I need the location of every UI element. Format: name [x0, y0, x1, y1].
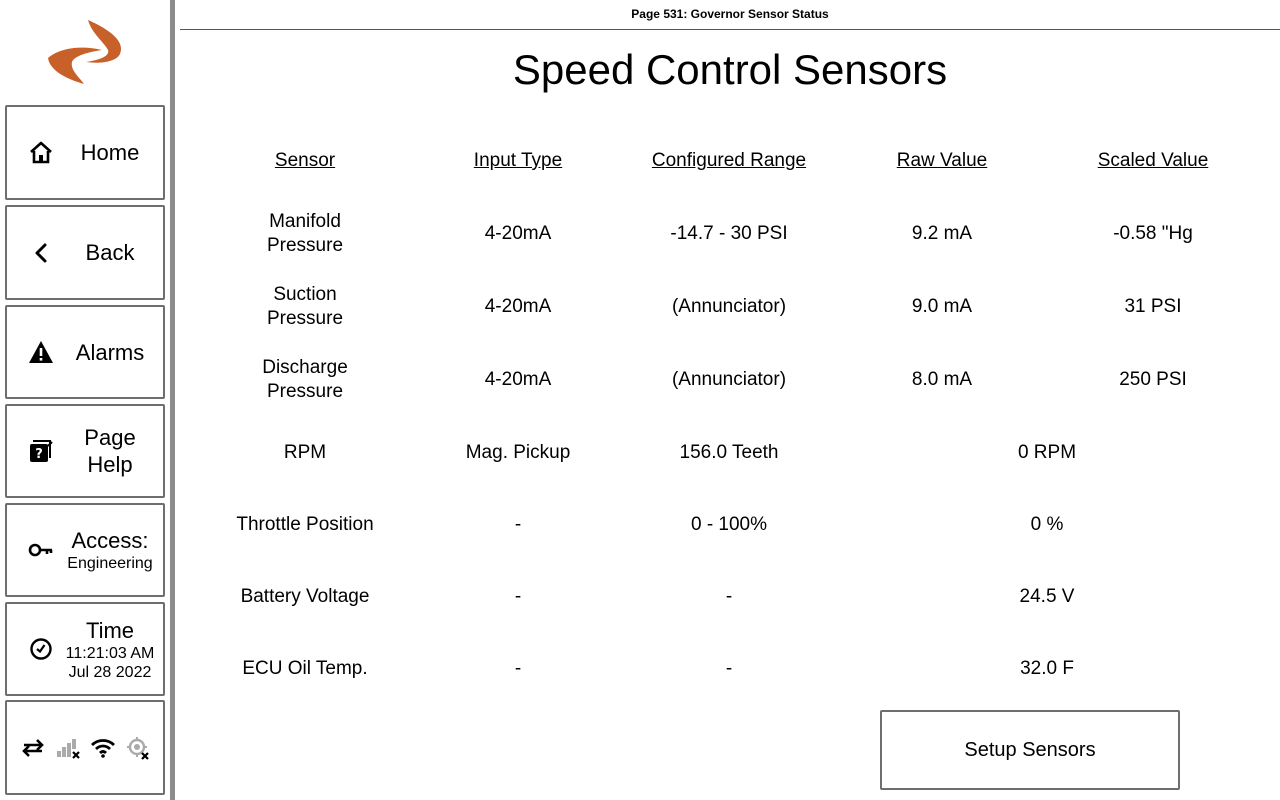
configured-range: 156.0 Teeth	[679, 442, 779, 463]
warning-icon	[27, 338, 55, 366]
gps-disconnected-icon	[124, 734, 152, 762]
configured-range: -	[725, 658, 733, 679]
sensor-value: 24.5 V	[1019, 586, 1075, 607]
column-header-configured-range: Configured Range	[651, 150, 807, 171]
page-help-label: Page Help	[84, 425, 136, 477]
sensor-name: Discharge Pressure	[262, 357, 348, 402]
time-label: Time 11:21:03 AM Jul 28 2022	[57, 617, 163, 682]
configured-range: -14.7 - 30 PSI	[670, 223, 788, 244]
configured-range: 0 - 100%	[690, 514, 768, 535]
configured-range: (Annunciator)	[671, 296, 787, 317]
wifi-icon	[89, 734, 117, 762]
alarms-button[interactable]	[5, 305, 165, 399]
clock-icon	[27, 635, 55, 663]
back-button[interactable]	[5, 205, 165, 300]
raw-value: 9.2 mA	[911, 223, 973, 244]
sensor-value: 0 RPM	[1017, 442, 1077, 463]
scaled-value: 31 PSI	[1124, 296, 1182, 317]
input-type: -	[514, 586, 522, 607]
alarms-label: Alarms	[75, 339, 145, 365]
sensor-value: 0 %	[1030, 514, 1064, 535]
raw-value: 8.0 mA	[911, 369, 973, 390]
svg-text:?: ?	[35, 447, 43, 462]
sidebar	[0, 0, 170, 800]
time-value: 11:21:03 AM	[65, 644, 155, 662]
configured-range: (Annunciator)	[671, 369, 787, 390]
input-type: -	[514, 658, 522, 679]
sensor-name: Manifold Pressure	[266, 211, 344, 256]
column-header-sensor: Sensor	[274, 150, 336, 171]
home-button[interactable]	[5, 105, 165, 200]
setup-sensors-button[interactable]: Setup Sensors	[880, 710, 1180, 790]
scaled-value: 250 PSI	[1119, 369, 1187, 390]
column-header-input-type: Input Type	[473, 150, 563, 171]
input-type: 4-20mA	[484, 223, 552, 244]
home-label: Home	[80, 140, 140, 165]
transfer-icon	[19, 734, 47, 762]
date-value: Jul 28 2022	[68, 663, 152, 681]
page-header: Page 531: Governor Sensor Status	[631, 7, 829, 21]
access-label: Access: Engineering	[57, 527, 163, 573]
sensor-name: RPM	[283, 442, 327, 463]
page-help-button[interactable]	[5, 404, 165, 498]
sensor-name: Battery Voltage	[240, 586, 370, 607]
input-type: -	[514, 514, 522, 535]
input-type: Mag. Pickup	[465, 442, 571, 463]
configured-range: -	[725, 586, 733, 607]
help-book-icon	[27, 437, 55, 465]
sensor-name: Suction Pressure	[266, 284, 344, 329]
column-header-scaled-value: Scaled Value	[1097, 150, 1209, 171]
company-logo	[44, 18, 126, 88]
chevron-left-icon	[27, 239, 55, 267]
home-icon	[27, 139, 55, 167]
sensor-name: Throttle Position	[236, 514, 374, 535]
time-button[interactable]	[5, 602, 165, 696]
header-divider	[180, 29, 1280, 30]
sensor-value: 32.0 F	[1020, 658, 1074, 679]
access-button[interactable]	[5, 503, 165, 597]
column-header-raw-value: Raw Value	[896, 150, 988, 171]
page-title: Speed Control Sensors	[512, 46, 948, 93]
cellular-no-signal-icon	[54, 734, 82, 762]
status-bar	[5, 700, 165, 795]
sidebar-divider	[170, 0, 175, 800]
scaled-value: -0.58 "Hg	[1113, 223, 1193, 244]
input-type: 4-20mA	[484, 296, 552, 317]
access-level: Engineering	[67, 555, 153, 572]
back-label: Back	[85, 240, 135, 265]
key-icon	[27, 536, 55, 564]
sensor-name: ECU Oil Temp.	[242, 658, 368, 679]
raw-value: 9.0 mA	[911, 296, 973, 317]
input-type: 4-20mA	[484, 369, 552, 390]
